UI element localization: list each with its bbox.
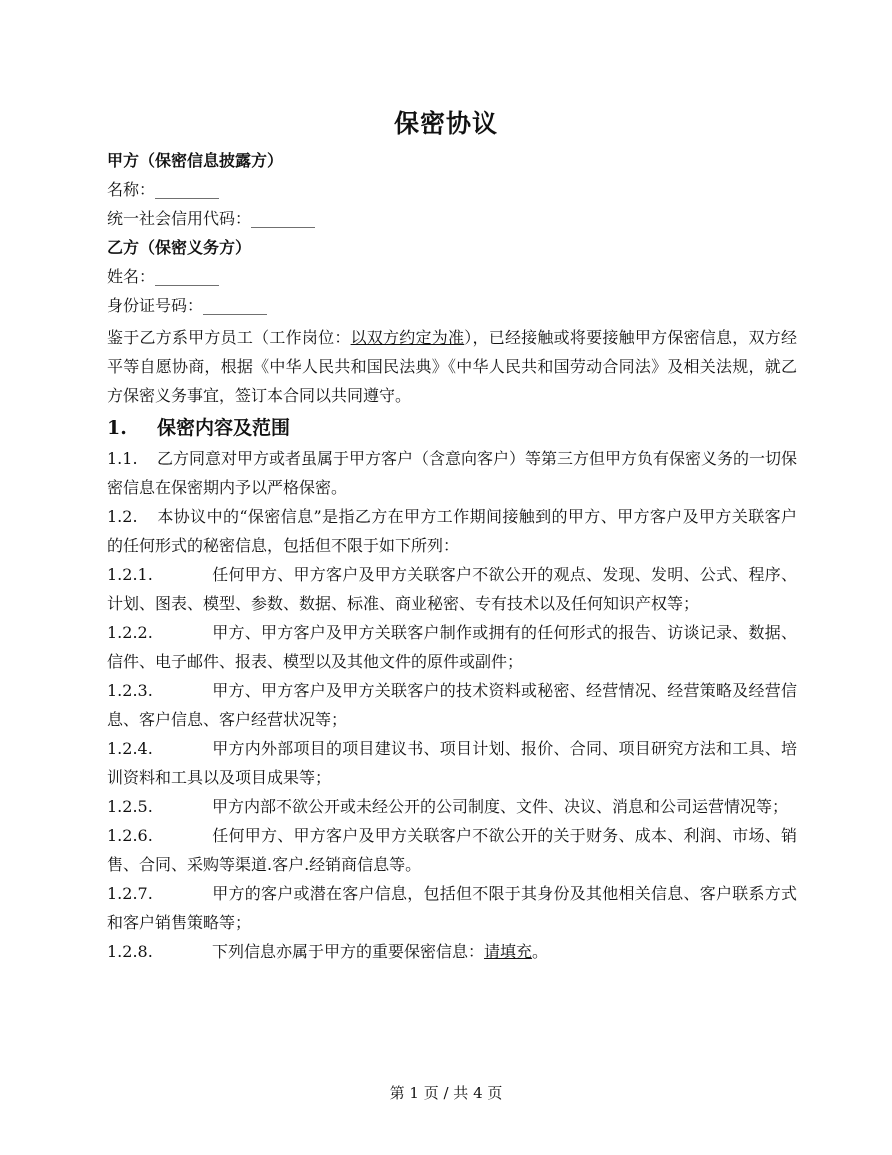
section-1-title: 保密内容及范围 bbox=[157, 417, 291, 439]
item-number: 1.2.7. bbox=[107, 884, 153, 903]
item-1-2-7 bbox=[107, 879, 797, 937]
work-position-value: 以双方约定为准 bbox=[350, 328, 465, 347]
item-number: 1.2.4. bbox=[107, 739, 153, 758]
item-number: 1.2.3. bbox=[107, 681, 153, 700]
item-text-after: 。 bbox=[532, 942, 549, 961]
clause-1-2 bbox=[107, 502, 797, 560]
item-text-before: 下列信息亦属于甲方的重要保密信息： bbox=[212, 942, 485, 961]
fill-in-placeholder: 请填充 bbox=[484, 942, 533, 961]
item-text: 甲方内部不欲公开或未经公开的公司制度、文件、决议、消息和公司运营情况等； bbox=[212, 797, 789, 816]
clause-1-1 bbox=[107, 444, 797, 502]
item-1-2-2 bbox=[107, 618, 797, 676]
party-a-name-line: 名称：________ bbox=[107, 180, 220, 199]
party-b-heading: 乙方（保密义务方） bbox=[107, 238, 252, 257]
item-number: 1.2.1. bbox=[107, 565, 153, 584]
page-footer: 第 1 页 / 共 4 页 bbox=[389, 1084, 503, 1102]
item-text: 任何甲方、甲方客户及甲方关联客户不欲公开的观点、发现、发明、公式、程序、计划、图表、模型、参数、数据、标准、商业秘密、专有技术以及任何知识产权等； bbox=[107, 565, 797, 613]
item-text: 甲方、甲方客户及甲方关联客户制作或拥有的任何形式的报告、访谈记录、数据、信件、电子邮件、报表、模型以及其他文件的原件或副件； bbox=[107, 623, 797, 671]
item-text: 任何甲方、甲方客户及甲方关联客户不欲公开的关于财务、成本、利润、市场、销售、合同、采购等渠道.客户.经销商信息等。 bbox=[107, 826, 797, 874]
party-b-id-line: 身份证号码：________ bbox=[107, 296, 268, 315]
section-1-heading bbox=[107, 414, 797, 442]
party-b-name-line: 姓名：________ bbox=[107, 267, 220, 286]
clause-text: 本协议中的“保密信息”是指乙方在甲方工作期间接触到的甲方、甲方客户及甲方关联客户的任何形式的秘密信息，包括但不限于如下所列： bbox=[107, 507, 797, 555]
item-1-2-6 bbox=[107, 821, 797, 879]
document-title: 保密协议 bbox=[393, 109, 498, 138]
item-1-2-3 bbox=[107, 676, 797, 734]
preamble-text-after: ），已经接触或将要接触甲方保密信息，双方经平等自愿协商，根据《中华人民共和国民法典》《中华人民共和国劳动合同法》及相关法规，就乙方保密义务事宜，签订本合同以共同遵守。 bbox=[107, 328, 797, 405]
section-1-number: 1. bbox=[107, 417, 127, 439]
party-a-credit-code-line: 统一社会信用代码：________ bbox=[107, 209, 316, 228]
item-text: 甲方内外部项目的项目建议书、项目计划、报价、合同、项目研究方法和工具、培训资料和工具以及项目成果等； bbox=[107, 739, 797, 787]
item-number: 1.2.6. bbox=[107, 826, 153, 845]
preamble-paragraph bbox=[107, 323, 797, 410]
item-1-2-1 bbox=[107, 560, 797, 618]
item-text: 甲方、甲方客户及甲方关联客户的技术资料或秘密、经营情况、经营策略及经营信息、客户信息、客户经营状况等； bbox=[107, 681, 797, 729]
preamble-text-before: 鉴于乙方系甲方员工（工作岗位： bbox=[107, 328, 351, 347]
item-1-2-4 bbox=[107, 734, 797, 792]
clause-number: 1.1. bbox=[107, 449, 138, 468]
party-a-heading: 甲方（保密信息披露方） bbox=[107, 151, 284, 170]
clause-number: 1.2. bbox=[107, 507, 138, 526]
item-1-2-8 bbox=[107, 937, 797, 966]
item-text: 甲方的客户或潜在客户信息，包括但不限于其身份及其他相关信息、客户联系方式和客户销售策略等； bbox=[107, 884, 797, 932]
item-1-2-5 bbox=[107, 792, 797, 821]
clause-text: 乙方同意对甲方或者虽属于甲方客户（含意向客户）等第三方但甲方负有保密义务的一切保密信息在保密期内予以严格保密。 bbox=[107, 449, 798, 497]
item-number: 1.2.5. bbox=[107, 797, 153, 816]
item-number: 1.2.2. bbox=[107, 623, 153, 642]
item-number: 1.2.8. bbox=[107, 942, 153, 961]
document-body bbox=[107, 149, 797, 966]
